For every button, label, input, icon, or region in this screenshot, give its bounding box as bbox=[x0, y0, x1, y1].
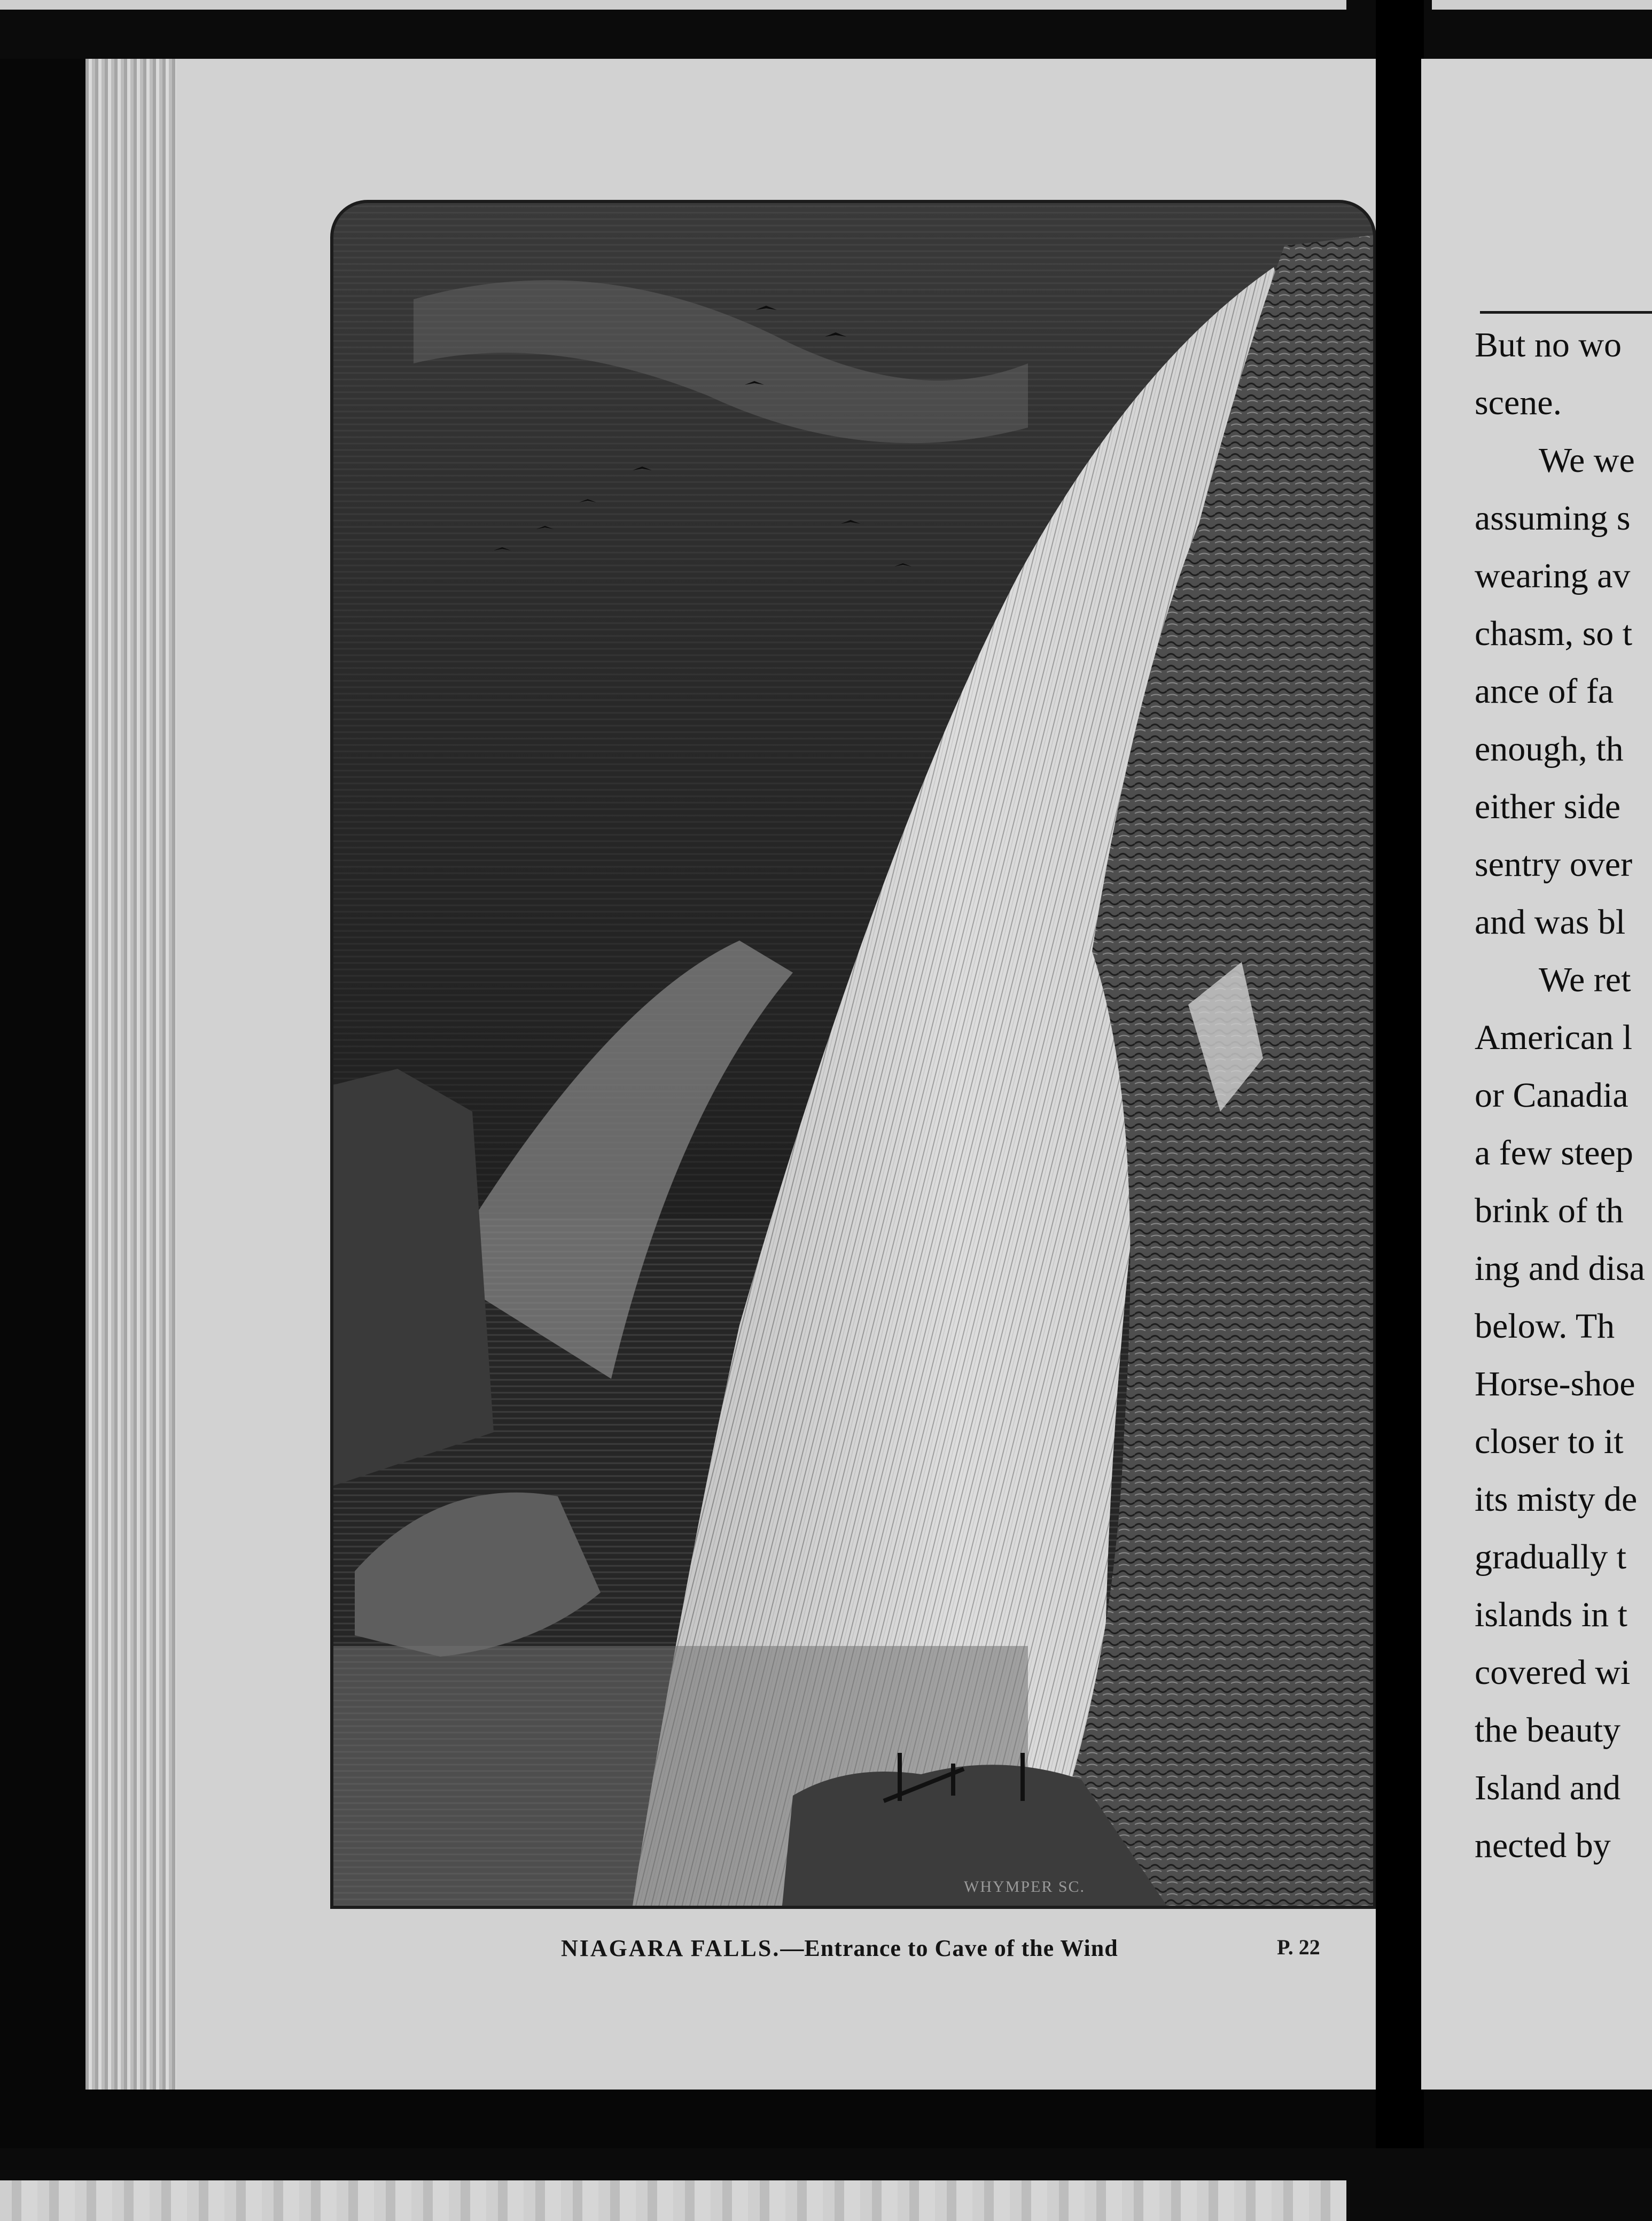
text-line: gradually t bbox=[1475, 1537, 1627, 1577]
facing-page-text bbox=[1475, 316, 1652, 1875]
text-line: Island and bbox=[1475, 1768, 1621, 1807]
text-line: enough, th bbox=[1475, 729, 1624, 768]
text-line: closer to it bbox=[1475, 1422, 1624, 1461]
film-perforation bbox=[0, 0, 1346, 10]
text-line: sentry over bbox=[1475, 845, 1633, 884]
text-line: and was bl bbox=[1475, 903, 1626, 942]
text-line: chasm, so t bbox=[1475, 614, 1633, 653]
caption-subtitle: —Entrance to Cave of the Wind bbox=[780, 1935, 1118, 1961]
text-line: scene. bbox=[1475, 383, 1562, 422]
caption-title: NIAGARA FALLS. bbox=[561, 1935, 781, 1961]
film-perforation bbox=[0, 2180, 1346, 2221]
engraver-signature: WHYMPER SC. bbox=[964, 1878, 1086, 1896]
text-line: the beauty bbox=[1475, 1711, 1621, 1750]
text-line: assuming s bbox=[1475, 499, 1631, 538]
text-line: islands in t bbox=[1475, 1595, 1628, 1634]
film-strip-bottom bbox=[0, 2148, 1652, 2221]
text-line: nected by bbox=[1475, 1826, 1611, 1865]
text-line: Horse-shoe bbox=[1475, 1364, 1635, 1403]
text-line: We we bbox=[1539, 441, 1635, 480]
page-reference: P. 22 bbox=[1277, 1935, 1320, 1959]
text-line: brink of th bbox=[1475, 1191, 1624, 1230]
page-edges bbox=[85, 59, 176, 2090]
text-line: ing and disa bbox=[1475, 1249, 1645, 1288]
text-line: ance of fa bbox=[1475, 672, 1614, 711]
text-line: either side bbox=[1475, 787, 1621, 826]
text-line: wearing av bbox=[1475, 556, 1631, 595]
text-line: covered wi bbox=[1475, 1653, 1631, 1692]
left-rock bbox=[333, 1069, 494, 1486]
text-line: American l bbox=[1475, 1018, 1633, 1057]
text-line: a few steep bbox=[1475, 1133, 1633, 1172]
waterfall-engraving bbox=[330, 200, 1376, 1909]
film-perforation bbox=[1432, 0, 1652, 10]
text-line: below. Th bbox=[1475, 1307, 1615, 1346]
gutter bbox=[1376, 0, 1424, 2221]
header-rule bbox=[1480, 311, 1652, 314]
text-line: or Canadia bbox=[1475, 1076, 1628, 1115]
text-line: But no wo bbox=[1475, 325, 1622, 364]
figure-caption bbox=[561, 1935, 1149, 1962]
text-line: We ret bbox=[1539, 960, 1631, 999]
text-line: its misty de bbox=[1475, 1480, 1638, 1519]
waterfall-illustration bbox=[333, 203, 1373, 1906]
